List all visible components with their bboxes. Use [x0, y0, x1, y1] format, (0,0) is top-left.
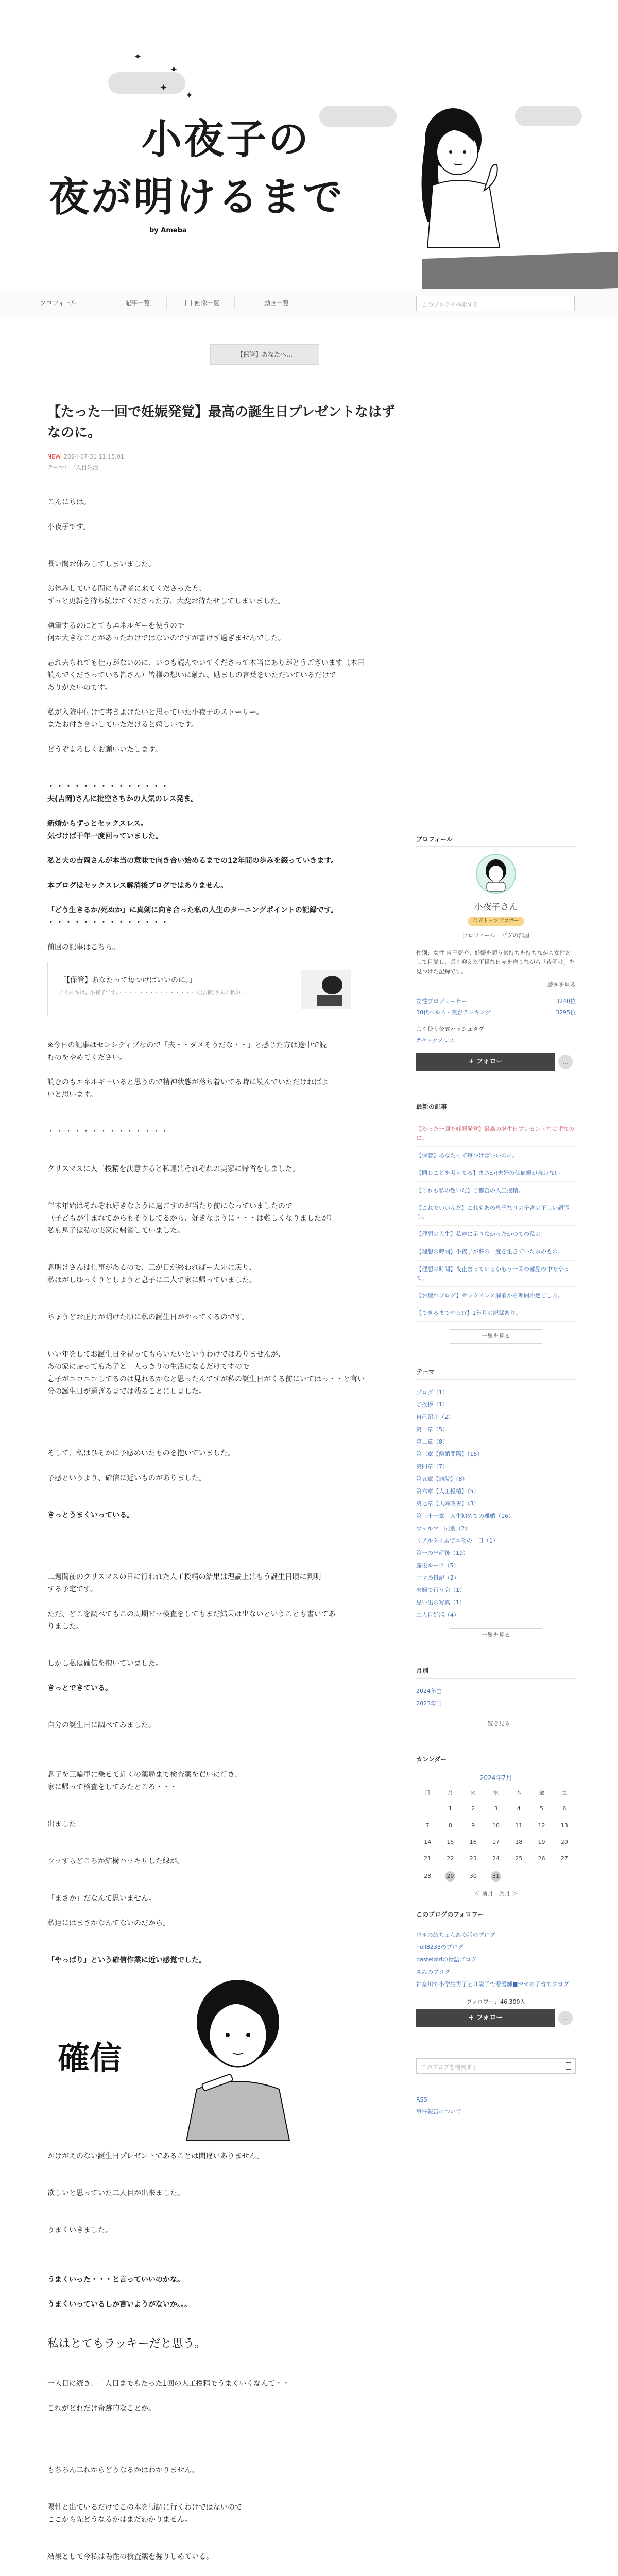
ameba-brand[interactable]: by Ameba — [149, 227, 187, 234]
theme-heading: テーマ — [416, 1367, 576, 1380]
calendar-day: 24 — [492, 1855, 500, 1862]
archive-list — [416, 1685, 576, 1709]
paragraph: 何か大きなことがあったわけではないのですが書けず過ぎませんでした。 — [47, 634, 285, 642]
paragraph: クリスマスに人工授精を決意すると私達はそれぞれの実家に帰省をしました。 — [47, 1165, 300, 1173]
paragraph: どうぞよろしくお願いいたします。 — [47, 745, 162, 754]
calendar-day: 6 — [562, 1805, 566, 1812]
calendar-day: 21 — [424, 1855, 432, 1862]
nav-divider — [234, 297, 235, 309]
blog-logo[interactable] — [49, 111, 348, 226]
followers-list — [416, 1928, 576, 1990]
paragraph: 「どう生きるか/死ぬか」に真剣に向き合った私の人生のターニングポイントの記録です。 — [47, 906, 338, 914]
follower-item[interactable]: ウルの結ちょんあゆ話のブログ — [416, 1931, 495, 1938]
calendar-day: 1 — [448, 1805, 452, 1812]
calendar-day: 11 — [515, 1822, 523, 1829]
follower-item[interactable]: ゆみのブログ — [416, 1969, 450, 1975]
follow-button[interactable]: + フォロー — [416, 2009, 555, 2027]
article-theme[interactable]: テーマ：二人目妊活 — [47, 464, 98, 471]
weekday: 木 — [516, 1789, 522, 1796]
weekday: 火 — [470, 1789, 476, 1796]
hashtag-link[interactable]: #セックスレス — [416, 1037, 455, 1044]
ranking-label: 30代ヘルス・美容ランキング — [416, 1009, 491, 1016]
paragraph: ずっと更新を待ち続けてくださった方、大変お待たせしてしまいました。 — [47, 597, 285, 605]
paragraph: 忘れ去られても仕方がないのに、いつも読んでいてくださって本当にありがとうございます（本日 — [47, 659, 365, 667]
paragraph: 私と夫の吉岡さんが本当の意味で向き合い始めるまでの12年間の歩みを綴っていきます。 — [47, 857, 338, 865]
calendar-day: 27 — [560, 1855, 568, 1862]
recent-list — [416, 1121, 576, 1322]
recent-item[interactable]: 【理想の人生】私達に足りなかったかつての私の。 — [416, 1226, 576, 1243]
follower-item[interactable]: pastelgirlの物語ブログ — [416, 1956, 477, 1963]
more-options-icon[interactable]: … — [558, 2011, 573, 2025]
paragraph: こんにちは。 — [47, 498, 91, 506]
theme-all-button[interactable]: 一覧を見る — [450, 1628, 542, 1642]
weekday: 月 — [447, 1789, 453, 1796]
nav-videos[interactable] — [255, 298, 289, 307]
paragraph: 一人目に続き、二人目までもたった1回の人工授精でうまくいくなんて・・ — [47, 2380, 290, 2388]
ranking-value: 3295位 — [556, 1009, 576, 1016]
paragraph: 執筆するのにとてもエネルギーを使うので — [47, 622, 184, 630]
blog-search-input[interactable] — [416, 296, 575, 311]
calendar-day-active[interactable]: 29 — [445, 1871, 455, 1882]
paragraph: 読むのもエネルギーいると思うので精神状態が落ち着いてる時に読んでいただければよ — [47, 1078, 329, 1087]
footer-links — [416, 2094, 576, 2117]
rss-link[interactable]: RSS — [416, 2096, 427, 2103]
weekday: 日 — [424, 1789, 431, 1796]
recent-heading: 最新の記事 — [416, 1102, 576, 1114]
paragraph: 小夜子です。 — [47, 523, 90, 531]
sidebar-search-input[interactable] — [416, 2058, 576, 2074]
recent-item[interactable]: 【お疲れブログ】セックスレス解消から期間の過ごし方。 — [416, 1287, 576, 1304]
article-meta — [47, 453, 403, 460]
search-icon[interactable] — [566, 2062, 571, 2070]
dot-divider: ・・・・・・・・・・・・・・ — [47, 919, 170, 927]
paragraph: 欲しいと思っていた二人目が出来ました。 — [47, 2189, 184, 2197]
theme-item[interactable]: 思い出の写真（1） — [416, 1599, 465, 1606]
paragraph: またお付き合いしていただけると嬉しいです。 — [47, 721, 198, 729]
card-excerpt: こんにちは。小夜子です。・・・・・・・・・・・・・・・夫(吉岡)さんと私の… — [59, 990, 246, 996]
related-article-card[interactable] — [47, 962, 356, 1016]
paragraph: ただ、どこを調べてもこの周期ピッ検査をしてもまだ結果は出ないということも書いてあ — [47, 1610, 336, 1618]
nav-label: プロフィール — [40, 299, 77, 307]
article — [47, 402, 403, 2576]
followers-heading: このブログのフォロワー — [416, 1910, 576, 1922]
paragraph: うまくいっているしか言いようがないか。。。 — [47, 2300, 192, 2309]
theme-item[interactable]: 第三十一章 人生初めての離婚（16） — [416, 1513, 514, 1519]
girl-illustration — [397, 103, 520, 258]
recent-item[interactable]: 【これも私の想いだ】ご都合の人工授精。 — [416, 1182, 576, 1199]
theme-item[interactable]: 第五章【病院】（8） — [416, 1476, 468, 1482]
ranking-row[interactable] — [416, 997, 576, 1005]
cloud-decoration — [515, 106, 582, 126]
archive-all-button[interactable]: 一覧を見る — [450, 1717, 542, 1731]
paragraph: 分の誕生日が過ぎるまでは残ることにしました。 — [47, 1387, 206, 1396]
calendar-day: 19 — [538, 1839, 545, 1845]
theme-item[interactable]: 第一章（5） — [416, 1426, 448, 1433]
profile-description: 性別：女性 自己紹介：妊娠を願う気持ちを持ちながら女性として目覚し、長く迎えた平穏な日々を送りながら「夜明け」を見つけた記録です。 — [416, 950, 575, 975]
read-more-link[interactable]: 続きを見る — [547, 981, 576, 988]
calendar-day: 20 — [560, 1839, 568, 1845]
weekday: 水 — [493, 1789, 499, 1796]
nav-divider — [166, 297, 167, 309]
paragraph: しかし私は確信を抱いていました。 — [47, 1659, 163, 1668]
archive-item[interactable]: 2024年□ — [416, 1688, 442, 1694]
follower-item[interactable]: 神奈川で小学生男子と３歳子で看護師■ママの子育てブログ — [416, 1981, 569, 1988]
theme-item[interactable]: ウェルマ一同別（2） — [416, 1525, 471, 1532]
theme-item[interactable]: エマの日記（2） — [416, 1574, 459, 1581]
star-icon: ✦ — [160, 82, 168, 93]
paragraph: あの家に帰ってもあ子と二人っきりの生活になるだけですので — [47, 1363, 249, 1371]
paragraph: 前回の記事はこちら。 — [47, 943, 119, 952]
calendar-day: 16 — [469, 1839, 477, 1845]
more-options-icon[interactable]: … — [558, 1055, 573, 1069]
paragraph: 新婚からずっとセックスレス。 — [47, 820, 148, 828]
paragraph: かけがえのない誕生日プレゼントであることは間違いありません。 — [47, 2152, 264, 2160]
calendar-day: 14 — [424, 1839, 432, 1845]
profile-links[interactable]: プロフィール ピグの部屋 — [462, 932, 530, 939]
recent-item[interactable]: 【同じことを考えてる】まさか!夫婦の価値観が合わない — [416, 1164, 576, 1182]
calendar-month: 2024年7月 — [479, 1774, 512, 1782]
paragraph: 予感というより、確信に近いものがありました。 — [47, 1474, 206, 1482]
theme-item[interactable]: リアルタイムで本物の一日（1） — [416, 1537, 499, 1544]
paragraph: ウッすらどころか結構ハッキリした線が。 — [47, 1857, 184, 1866]
paragraph: 私はがしゆっくりとしようと息子に二人で家に帰っていました。 — [47, 1276, 256, 1284]
calendar-day: 12 — [538, 1822, 545, 1829]
recent-item[interactable]: 【理想の時間】小夜子が夢の一度を生きていた頃のもの。 — [416, 1243, 576, 1261]
report-link[interactable]: 事件報告について — [416, 2108, 461, 2115]
theme-item[interactable]: 第六章【人工授精】（5） — [416, 1488, 479, 1495]
paragraph: そして、私はひそかに予感めいたものを抱いていました。 — [47, 1449, 235, 1458]
calendar-day: 25 — [515, 1855, 523, 1862]
calendar-day: 23 — [469, 1855, 477, 1862]
paragraph: いい年をしてお誕生日を祝ってもらいたいというわけではありませんが、 — [47, 1350, 285, 1359]
follow-row — [416, 2009, 576, 2027]
list-icon — [116, 300, 122, 306]
paragraph: 長い間お休みしてしまいました。 — [47, 560, 156, 568]
weekday: 金 — [539, 1789, 545, 1796]
calendar-day: 17 — [492, 1839, 500, 1845]
star-icon: ✦ — [134, 52, 142, 62]
recent-all-button[interactable]: 一覧を見る — [450, 1329, 542, 1344]
calendar — [416, 1785, 576, 1885]
ranking-row[interactable] — [416, 1008, 576, 1016]
search-icon[interactable] — [565, 300, 570, 307]
paragraph: 「やっぱり」という確信作業に近い感覚でした。 — [47, 1956, 206, 1964]
calendar-day: 10 — [492, 1822, 500, 1829]
follow-row — [416, 1053, 576, 1071]
follower-count: フォロワー：46,300人 — [466, 1998, 526, 2005]
paragraph: 私が入院中付けて書きよげたいと思っていた小夜子のストーリー。 — [47, 708, 264, 717]
archive-heading: 月別 — [416, 1666, 576, 1679]
paragraph: 二週間前のクリスマスの日に行われた人工授精の結果は理論上はもう誕生日頃に判明 — [47, 1573, 321, 1581]
calendar-day: 22 — [447, 1855, 454, 1862]
image-icon — [185, 300, 192, 306]
paragraph: 私達にはまさかなんてないのだから。 — [47, 1919, 170, 1927]
recommend-button[interactable]: 【保管】あなたへ… — [210, 344, 319, 365]
calendar-nav[interactable]: ＜ 前月 次月 ＞ — [474, 1890, 518, 1897]
article-date: 2024-07-31 11:15:01 — [64, 453, 124, 460]
star-icon: ✦ — [185, 90, 194, 101]
cloud-decoration — [108, 72, 185, 94]
paragraph: もちろん二れからどうなるかはわかりません。 — [47, 2466, 199, 2475]
recent-item[interactable]: 【理想の時間】夜止まっているかもう一回の部屋の中でやって。 — [416, 1261, 576, 1287]
new-badge: NEW — [47, 453, 61, 460]
conviction-illustration — [47, 1976, 331, 2146]
profile-icon — [31, 300, 37, 306]
dot-divider: ・・・・・・・・・・・・・・ — [47, 1128, 170, 1136]
theme-item[interactable]: 第二章（8） — [416, 1438, 448, 1445]
calendar-day: 4 — [517, 1805, 521, 1812]
nav-label: 動画一覧 — [264, 299, 289, 307]
calendar-day-active[interactable]: 31 — [491, 1871, 501, 1882]
calendar-day — [422, 1803, 433, 1813]
search-placeholder: このブログを検索する — [422, 301, 478, 308]
ranking-label: 女性プロデューサー — [416, 998, 467, 1005]
paragraph: 陽性と出ているだけでこの本を順調に行くわけではないので — [47, 2503, 242, 2512]
calendar-heading: カレンダー — [416, 1755, 576, 1767]
paragraph: 結果として今私は陽性の検査薬を握りしめている。 — [47, 2553, 213, 2561]
paragraph: 息子を三輪車に乗せて近くの薬局まで検査薬を買いに行き、 — [47, 1771, 242, 1779]
card-thumbnail — [301, 970, 351, 1009]
paragraph: ありがたいのです。 — [47, 684, 112, 692]
paragraph: きっとできている。 — [47, 1684, 112, 1692]
paragraph: お休みしている間にも読者に来てくださった方、 — [47, 585, 206, 593]
calendar-day: 7 — [425, 1822, 430, 1829]
theme-item[interactable]: 二人目妊活（4） — [416, 1612, 459, 1618]
calendar-day: 18 — [515, 1839, 523, 1845]
official-blogger-badge: 公式トップブロガー — [468, 917, 524, 926]
illustration-caption: 確信 — [58, 2039, 122, 2077]
article-body — [47, 496, 403, 2576]
paragraph: （子どもが生まれてからもそうしてるから、好きなように・・・は難しくなりましたが） — [47, 1214, 336, 1223]
paragraph: ちょうどお正月が明けた頃に私の誕生日がやってくるのです。 — [47, 1313, 249, 1321]
paragraph: 夫(吉岡)さんに批空さちかの人気のレス発ま。 — [47, 795, 198, 803]
article-title[interactable]: 【たった一回で妊娠発覚】最高の誕生日プレゼントなはずなのに。 — [47, 404, 395, 440]
paragraph: ここから先どうなるかはまだわかりません。 — [47, 2516, 192, 2524]
archive-item[interactable]: 2023年□ — [416, 1700, 442, 1707]
calendar-day: 5 — [540, 1805, 544, 1812]
calendar-day: 26 — [538, 1855, 545, 1862]
video-icon — [255, 300, 261, 306]
profile-avatar[interactable] — [475, 853, 517, 894]
calendar-day: 28 — [424, 1872, 432, 1879]
paragraph: 自分の誕生日に調べてみました。 — [47, 1721, 156, 1730]
woman-holding-test-illustration — [161, 1976, 315, 2141]
calendar-day: 15 — [447, 1839, 454, 1845]
theme-item[interactable]: 第一の出産後（19） — [416, 1550, 469, 1556]
paragraph: りました。 — [47, 1622, 83, 1631]
ranking-value: 3240位 — [556, 998, 576, 1005]
calendar-day: 3 — [494, 1805, 498, 1812]
global-nav — [0, 289, 618, 317]
nav-profile[interactable] — [31, 298, 77, 307]
theme-item[interactable]: 第七章【夫婦改善】（3） — [416, 1500, 479, 1507]
recent-item[interactable]: 【これでいいんだ】これもあの息子なりの子宮の正しい頑張り。 — [416, 1199, 576, 1226]
paragraph: うまくいきました。 — [47, 2226, 112, 2234]
paragraph: 私も息子は私の実家に帰省していました。 — [47, 1227, 184, 1235]
paragraph: 「まさか」だなんて思いません。 — [47, 1894, 156, 1903]
paragraph: する予定です。 — [47, 1585, 97, 1594]
paragraph: いと思います。 — [47, 1091, 97, 1099]
theme-item[interactable]: ブログ（1） — [416, 1389, 448, 1396]
sidebar — [416, 835, 576, 2117]
paragraph: ※今日の記事はセンシティブなので「夫・・ダメそうだな・・」と感じた方は途中で読 — [47, 1041, 327, 1049]
calendar-day — [537, 1870, 547, 1880]
paragraph: 気づけば干年一度回っていました。 — [47, 832, 163, 840]
paragraph: きっとうまくいっている。 — [47, 1511, 134, 1519]
calendar-day — [513, 1870, 524, 1880]
paragraph: うまくいった・・・と言っていいのかな。 — [47, 2276, 184, 2284]
theme-item[interactable]: 夫婦で行う恋（1） — [416, 1587, 465, 1594]
follow-button[interactable]: + フォロー — [416, 1053, 555, 1071]
paragraph: 息明けさんは仕事があるので、三が日が終わればー人先に戻り、 — [47, 1264, 256, 1272]
theme-item[interactable]: 産後ルーツ（5） — [416, 1562, 459, 1569]
paragraph: 本ブログはセックスレス解消後ブログではありません。 — [47, 882, 228, 890]
paragraph: 私はとてもラッキーだと思う。 — [47, 2337, 206, 2350]
paragraph: 年末年始はそれぞれ好きなように過ごすのが当たり前になっていましたので — [47, 1202, 293, 1210]
nav-entries[interactable] — [116, 298, 150, 307]
theme-item[interactable]: 第四章（7） — [416, 1463, 448, 1470]
weekday: 土 — [561, 1789, 568, 1796]
paragraph: 家に帰って検査をしてみたところ・・・ — [47, 1783, 177, 1791]
calendar-day: 13 — [560, 1822, 568, 1829]
profile-name[interactable]: 小夜子さん — [474, 902, 518, 912]
logo-line-1: 小夜子の — [142, 116, 311, 163]
search-placeholder: このブログを検索する — [421, 2064, 477, 2071]
paragraph: 読んでくださっている皆さん）皆様の想いに触れ、励ましの言葉をいただいているだけで — [47, 671, 336, 680]
dot-divider: ・・・・・・・・・・・・・・ — [47, 783, 170, 791]
paragraph: 出ました！ — [47, 1820, 83, 1828]
nav-images[interactable] — [185, 298, 219, 307]
theme-list — [416, 1386, 576, 1621]
calendar-day: 9 — [471, 1822, 475, 1829]
recent-item[interactable]: 【たった一回で妊娠発覚】最高の誕生日プレゼントなはずなのに。 — [416, 1121, 576, 1147]
calendar-day: 30 — [469, 1872, 477, 1879]
logo-line-2: 夜が明けるまで — [49, 174, 345, 221]
recent-item[interactable]: 【できるまでやる!?】1年月の記録あり。 — [416, 1304, 576, 1322]
theme-item[interactable]: 第三章【離婚間際】（15） — [416, 1451, 483, 1458]
calendar-day: 8 — [448, 1822, 452, 1829]
theme-item[interactable]: ご挨拶（1） — [416, 1401, 448, 1408]
paragraph: これがどれだけ奇跡的なことか。 — [47, 2404, 156, 2413]
nav-label: 記事一覧 — [125, 299, 150, 307]
hashtag-heading: よく使う公式ハッシュタグ — [416, 1026, 484, 1032]
blog-header — [0, 0, 618, 289]
star-icon: ✦ — [170, 64, 178, 75]
card-title: 「【保管】あなたって毎つけばいいのに。」 — [59, 976, 196, 985]
paragraph: むのをやめてください。 — [47, 1054, 127, 1062]
follower-item[interactable]: nell8233のブログ — [416, 1944, 464, 1951]
recent-item[interactable]: 【保管】あなたって毎つけばいいのに。 — [416, 1147, 576, 1164]
nav-label: 画像一覧 — [195, 299, 220, 307]
theme-item[interactable]: 自己紹介（2） — [416, 1414, 454, 1420]
calendar-day: 2 — [471, 1805, 475, 1812]
profile-heading: プロフィール — [416, 835, 576, 847]
calendar-day — [559, 1870, 570, 1880]
paragraph: 息子がニコニコしてるのは見れるかなと思ったんですが私の誕生日がくる前にいてはっ・・と言い — [47, 1375, 365, 1383]
